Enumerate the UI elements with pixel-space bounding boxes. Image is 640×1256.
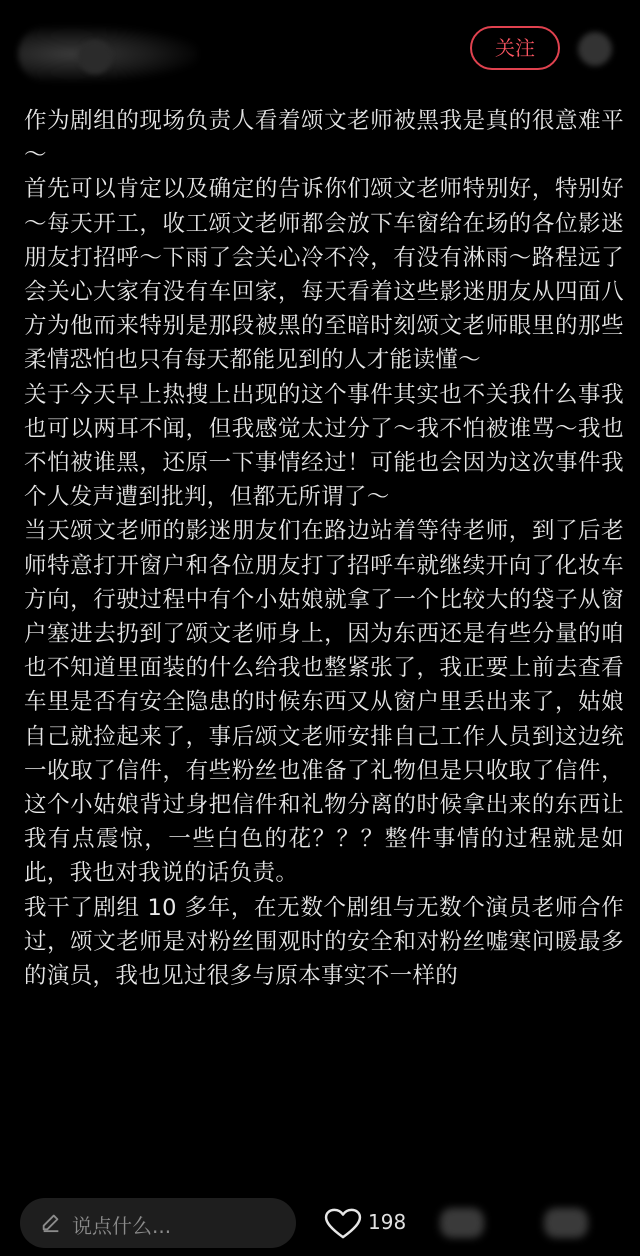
- collect-icon[interactable]: [440, 1208, 484, 1238]
- bottom-action-bar: [0, 1184, 640, 1256]
- pen-icon: [40, 1211, 62, 1233]
- comment-placeholder: 说点什么...: [72, 1214, 172, 1238]
- paragraph: 关于今天早上热搜上出现的这个事件其实也不关我什么事我也可以两耳不闻，但我感觉太过分了～我不怕被谁骂～我也不怕被谁黑，还原一下事情经过！可能也会因为这次事件我个人发声遭到批判，但都无所谓了～: [24, 381, 624, 511]
- heart-icon[interactable]: [324, 1208, 362, 1240]
- paragraph: 我干了剧组 10 多年，在无数个剧组与无数个演员老师合作过，颂文老师是对粉丝围观时的安全和对粉丝嘘寒问暖最多的演员，我也见过很多与原本事实不一样的: [24, 894, 624, 990]
- paragraph: 作为剧组的现场负责人看着颂文老师被黑我是真的很意难平～: [24, 108, 624, 169]
- paragraph: 当天颂文老师的影迷朋友们在路边站着等待老师，到了后老师特意打开窗户和各位朋友打了招呼车就继续开向了化妆车方向，行驶过程中有个小姑娘就拿了一个比较大的袋子从窗户塞进去扔到了颂文老师身上，因为东西还是有些分量的咱也不知道里面装的什么给我也整紧张了，我正要上前去查看车里是否有安全隐患的时候东西又从窗户里丢出来了，姑娘自己就捡起来了，事后颂文老师安排自己工作人员到这边统一收取了信件，有些粉丝也准备了礼物但是只收取了信件，这个小姑娘背过身把信件和礼物分离的时候拿出来的东西让我有点震惊，一些白色的花？？？整件事情的过程就是如此，我也对我说的话负责。: [24, 518, 624, 887]
- post-content: [24, 104, 624, 1184]
- share-icon[interactable]: [578, 32, 612, 66]
- post-header: [0, 0, 640, 100]
- comment-icon[interactable]: [544, 1208, 588, 1238]
- avatar[interactable]: [78, 40, 112, 74]
- like-count: 198: [368, 1210, 407, 1234]
- paragraph: 首先可以肯定以及确定的告诉你们颂文老师特别好，特别好～每天开工，收工颂文老师都会放下车窗给在场的各位影迷朋友打招呼～下雨了会关心冷不冷，有没有淋雨～路程远了会关心大家有没有车回家，每天看着这些影迷朋友从四面八方为他而来特别是那段被黑的至暗时刻颂文老师眼里的那些柔情恐怕也只有每天都能见到的人才能读懂～: [24, 176, 624, 374]
- follow-button[interactable]: 关注: [470, 26, 560, 70]
- comment-input[interactable]: [20, 1198, 296, 1248]
